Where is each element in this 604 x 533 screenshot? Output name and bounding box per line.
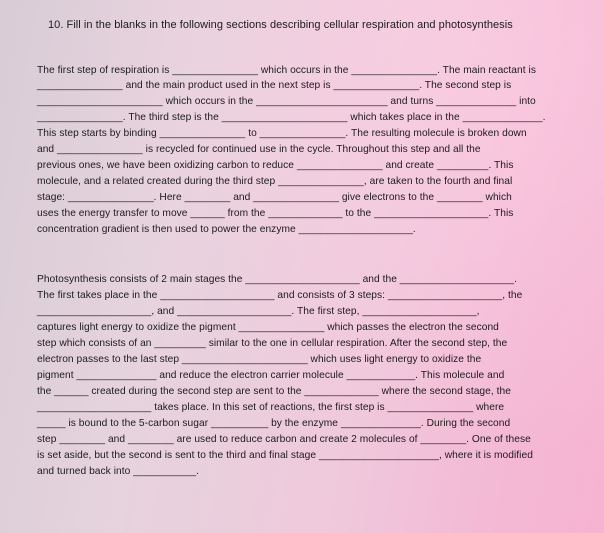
photosynthesis-line-10: _____ is bound to the 5-carbon sugar __________ by the enzyme ______________. During the second [37,418,511,429]
photosynthesis-line-9: ____________________ takes place. In this set of reactions, the first step is _______________ where [37,402,505,413]
photosynthesis-line-11: step ________ and ________ are used to reduce carbon and create 2 molecules of ________. One of these [37,434,531,445]
respiration-line-7: previous ones, we have been oxidizing carbon to reduce _______________ and create _________. This [37,160,514,171]
photosynthesis-line-2: The first takes place in the ____________________ and consists of 3 steps: ____________________, the [37,290,523,301]
respiration-line-9: stage: _______________. Here ________ and _______________ give electrons to the ________ which [37,192,512,203]
respiration-line-2: _______________ and the main product used in the next step is _______________. The second step is [37,80,512,91]
respiration-line-11: concentration gradient is then used to power the enzyme ____________________. [37,224,416,235]
respiration-line-10: uses the energy transfer to move ______ from the _____________ to the ____________________. This [37,208,514,219]
question-title: 10. Fill in the blanks in the following sections describing cellular respiration and photosynthesis [48,19,513,31]
photosynthesis-line-8: the ______ created during the second step are sent to the _____________ where the second stage, the [37,386,511,397]
respiration-line-3: ______________________ which occurs in the _______________________ and turns ______________ into [37,96,536,107]
respiration-line-1: The first step of respiration is _______________ which occurs in the _______________. The main reactant is [37,65,536,76]
respiration-line-5: This step starts by binding _______________ to _______________. The resulting molecule is broken down [37,128,527,139]
photosynthesis-line-13: and turned back into ___________. [37,466,199,477]
photosynthesis-line-4: captures light energy to oxidize the pigment _______________ which passes the electron the second [37,322,499,333]
photosynthesis-line-6: electron passes to the last step ______________________ which uses light energy to oxidize the [37,354,482,365]
photosynthesis-line-1: Photosynthesis consists of 2 main stages the ____________________ and the ____________________. [37,274,517,285]
photosynthesis-line-7: pigment ______________ and reduce the electron carrier molecule ____________. This molecule and [37,370,505,381]
respiration-line-6: and _______________ is recycled for continued use in the cycle. Throughout this step and all the [37,144,481,155]
respiration-line-4: _______________. The third step is the ______________________ which takes place in the ______________. [37,112,546,123]
photosynthesis-line-3: ____________________, and ____________________. The first step, ____________________, [37,306,480,317]
photosynthesis-line-12: is set aside, but the second is sent to the third and final stage _____________________, where it is modified [37,450,533,461]
photosynthesis-line-5: step which consists of an _________ similar to the one in cellular respiration. After the second step, the [37,338,508,349]
respiration-line-8: molecule, and a related created during the third step _______________, are taken to the fourth and final [37,176,513,187]
